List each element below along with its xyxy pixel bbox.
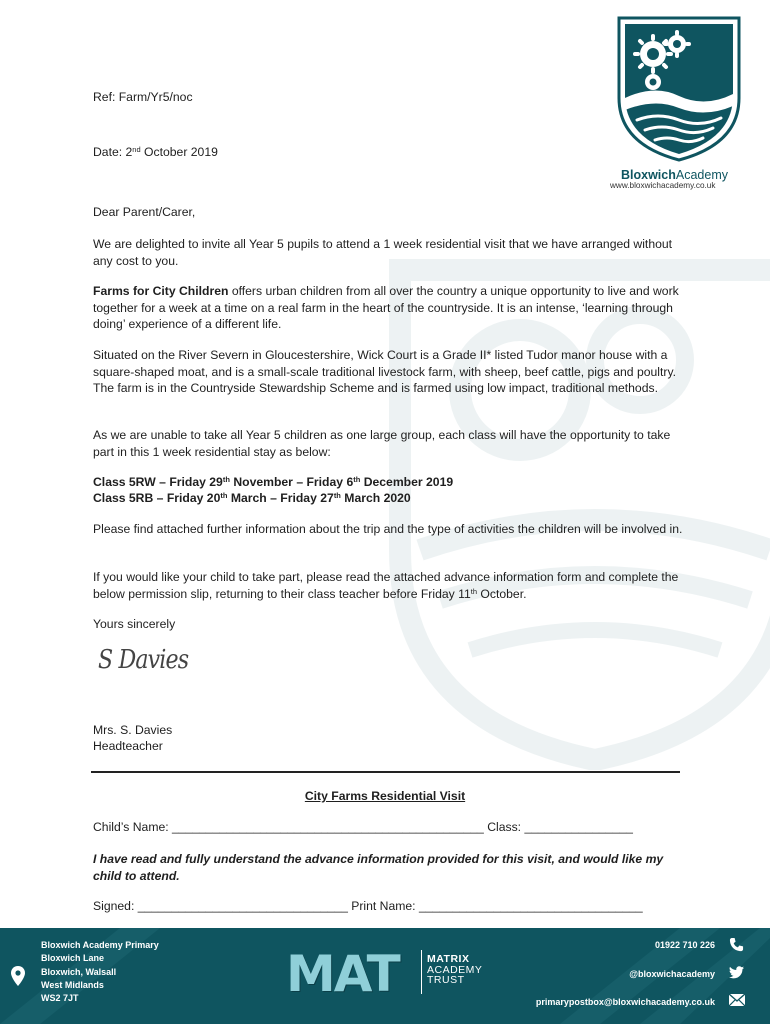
- slip-title: City Farms Residential Visit: [304, 789, 466, 803]
- address-line: Bloxwich Academy Primary: [41, 940, 159, 950]
- trust-line-3: TRUST: [427, 974, 465, 986]
- class2-b: March – Friday 27: [227, 491, 334, 505]
- signer-name: Mrs. S. Davies: [93, 723, 173, 737]
- school-name-light: Academy: [675, 168, 728, 182]
- signed-line[interactable]: Signed: _______________________________ Print Name: _________________________________: [93, 899, 643, 913]
- paragraph-groups: As we are unable to take all Year 5 children as one large group, each class will have the opportunity to take part in this 1 week residential stay as below:: [93, 428, 671, 459]
- permission-sup: th: [470, 586, 478, 596]
- class1-c: December 2019: [360, 475, 454, 489]
- footer-email[interactable]: primarypostbox@bloxwichacademy.co.uk: [535, 997, 715, 1007]
- slip-statement: I have read and fully understand the advance information provided for this visit, and would like my child to attend.: [93, 852, 664, 883]
- address-line: West Midlands: [41, 979, 104, 990]
- school-name: [621, 168, 728, 182]
- address-line: Bloxwich, Walsall: [41, 966, 117, 977]
- school-website: www.bloxwichacademy.co.uk: [610, 181, 716, 190]
- footer-twitter[interactable]: @bloxwichacademy: [629, 969, 715, 979]
- child-name-line[interactable]: Child’s Name: ______________________________________________ Class: ________________: [93, 820, 633, 834]
- footer-phone[interactable]: 01922 710 226: [654, 940, 715, 950]
- phone-icon: [729, 937, 744, 952]
- envelope-icon: [729, 994, 745, 1006]
- class2-c: March 2020: [340, 491, 411, 505]
- school-name-bold: Bloxwich: [621, 168, 676, 182]
- permission-text-b: October.: [477, 586, 527, 601]
- matrix-mat-logo: MAT: [286, 945, 399, 1003]
- paragraph-permission: [93, 569, 683, 602]
- handwritten-signature: S Davies: [98, 645, 189, 675]
- class1-a: Class 5RW – Friday 29: [93, 475, 223, 489]
- farms-for-city-children: Farms for City Children: [93, 284, 229, 298]
- address-line: Bloxwich Lane: [41, 953, 105, 964]
- logo-divider: [421, 950, 422, 994]
- twitter-bird-icon: [729, 966, 744, 979]
- footer-address: [41, 939, 159, 1005]
- letter-date: [93, 144, 683, 161]
- farms-intro-text: offers urban children from all over the country a unique opportunity to live and work together for a week at a time on a real farm in the heart of the countryside. It is an intense, ‘learning through doing’ experience of a different life.: [93, 284, 679, 331]
- paragraph-invitation: We are delighted to invite all Year 5 pupils to attend a 1 week residential visit that we have arranged without any cost to you.: [93, 237, 673, 268]
- trust-line-1: MATRIX: [427, 953, 470, 965]
- class-5rb-dates: [93, 490, 683, 507]
- class1-b: November – Friday 6: [229, 475, 354, 489]
- class-5rw-dates: [93, 474, 683, 491]
- location-pin-icon: [11, 966, 25, 986]
- section-divider: [91, 771, 680, 773]
- footer-banner: [0, 928, 770, 1024]
- class2-a-sup: th: [220, 491, 228, 500]
- class2-a: Class 5RB – Friday 20: [93, 491, 221, 505]
- letter-ref: Ref: Farm/Yr5/noc: [93, 90, 193, 104]
- class2-b-sup: th: [333, 491, 341, 500]
- paragraph-farms-intro: [93, 283, 683, 333]
- date-sup: nd: [132, 145, 141, 154]
- signer-title: Headteacher: [93, 739, 163, 753]
- date-prefix: Date: 2: [93, 145, 133, 159]
- permission-text-a: If you would like your child to take part, please read the attached advance information form and complete the below permission slip, returning to their class teacher before Friday 11: [93, 570, 679, 601]
- class1-a-sup: th: [222, 475, 230, 484]
- address-line: WS2 7JT: [41, 993, 79, 1004]
- paragraph-attached-info: Please find attached further information about the trip and the type of activities the children will be involved in.: [93, 522, 683, 536]
- matrix-trust-name: [427, 954, 482, 986]
- class1-b-sup: th: [353, 475, 361, 484]
- trust-line-2: ACADEMY: [427, 963, 483, 976]
- closing: Yours sincerely: [93, 617, 176, 631]
- date-suffix: October 2019: [140, 145, 218, 159]
- salutation: Dear Parent/Carer,: [93, 205, 196, 219]
- paragraph-wick-court: Situated on the River Severn in Gloucestershire, Wick Court is a Grade II* listed Tudor manor house with a square-shaped moat, and is a small-scale traditional livestock farm, with sheep, beef cattle, pigs and poultry. The farm is in the Countryside Stewardship Scheme and is farmed using low impact, traditional methods.: [93, 348, 677, 395]
